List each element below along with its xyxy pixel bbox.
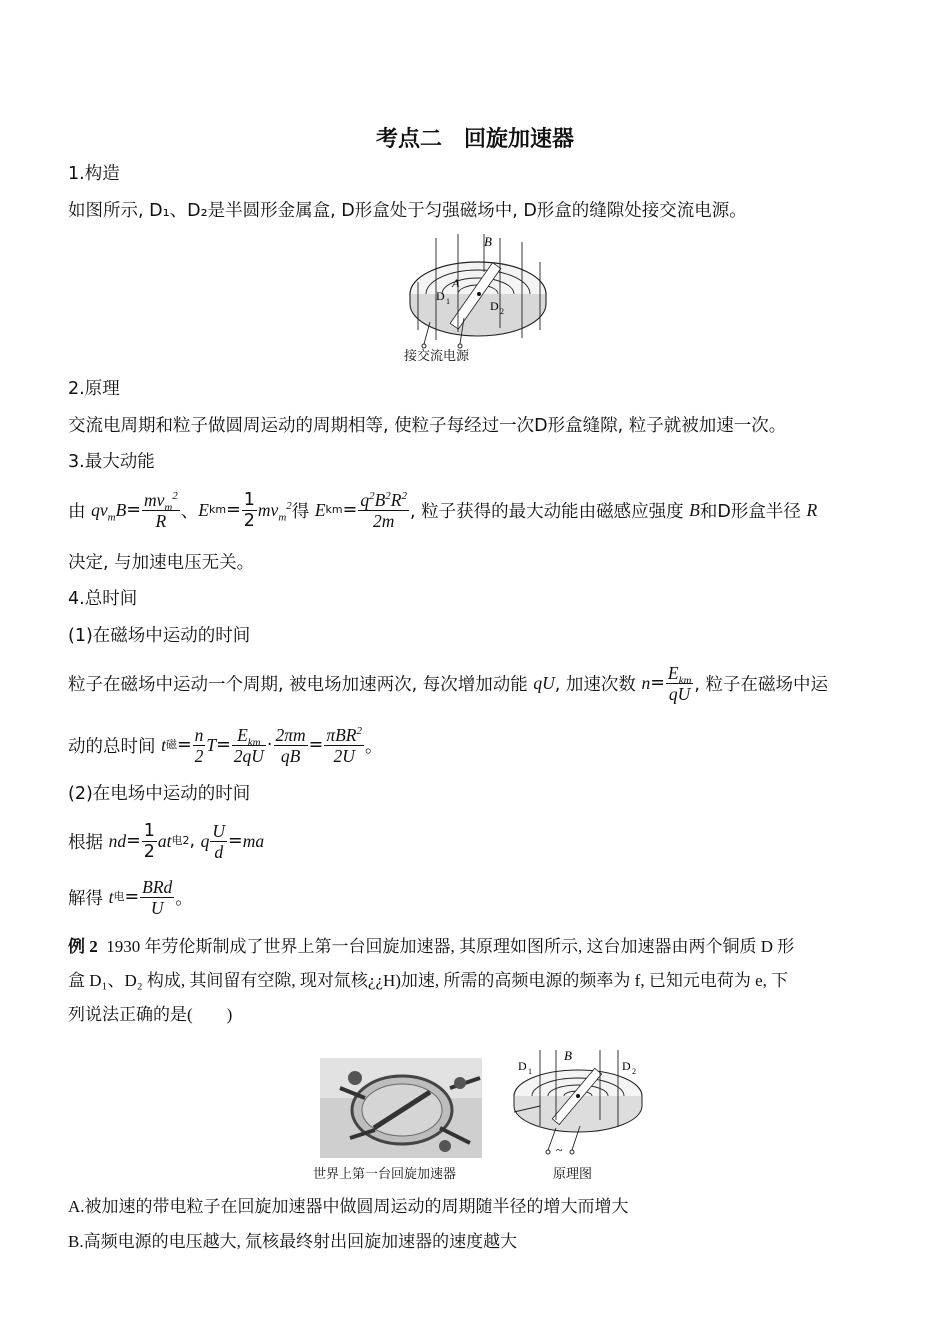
option-a: A.被加速的带电粒子在回旋加速器中做圆周运动的周期随半径的增大而增大 [68,1197,629,1216]
magnetic-time-formula: 动的总时间 t 磁 = $\frac{n}{2}$ T = $\frac{E_{km}}{2qU}$ · $\frac{2\pi m}{qB}$ = $\frac{\pi BR^2}{2U}$ 。 [68,724,383,766]
figure-1-caption: 接交流电源 [404,348,470,363]
section-4-sub2: (2)在电场中运动的时间 [68,784,251,804]
svg-text:1: 1 [528,1067,532,1076]
diagram-label-tilde: ~ [556,1143,563,1157]
diagram-caption: 原理图 [553,1166,593,1181]
section-1-heading: 1.构造 [68,164,120,184]
example-line-3: 列说法正确的是( ) [68,1005,233,1024]
photo-caption: 世界上第一台回旋加速器 [313,1166,457,1181]
section-3-text-2: 决定, 与加速电压无关。 [68,553,255,573]
figure-label-D2: D [490,299,499,313]
electric-time-result: 解得 t 电 = $\frac{\text{BRd}}{U}$ 。 [68,876,193,918]
svg-text:2: 2 [500,307,504,316]
option-b: B.高频电源的电压越大, 氚核最终射出回旋加速器的速度越大 [68,1232,518,1251]
max-kinetic-energy-formula: 由 $qv_mB$ = $\frac{mv_m^2}{R}$ 、 E km = $\frac{1}{2}$ $mv_m^2$ 得 E km = $\frac{q^2B^2R^2}{2m}$ , 粒子获得的最大动能由磁感应强度 B 和D形盒半径 R [68,489,818,531]
diagram-label-B: B [564,1048,572,1063]
figure-label-D1: D [436,289,445,303]
example-line-1: 例 2 1930 年劳伦斯制成了世界上第一台回旋加速器, 其原理如图所示, 这台加速器由两个铜质 D 形 [68,937,795,956]
cyclotron-photo [320,1058,482,1158]
section-3-heading: 3.最大动能 [68,452,155,472]
diagram-label-D1: D [518,1059,527,1073]
section-2-text: 交流电周期和粒子做圆周运动的周期相等, 使粒子每经过一次D形盒缝隙, 粒子就被加速一次。 [68,416,787,436]
diagram-label-D2: D [622,1059,631,1073]
figure-label-A: A [452,276,460,290]
example-line-2: 盒 D₁、D₂ 构成, 其间留有空隙, 现对氚核¿¿H)加速, 所需的高频电源的频率为 f, 已知元电荷为 e, 下 [68,971,789,990]
principle-diagram [500,1046,660,1164]
section-4-heading: 4.总时间 [68,589,138,609]
svg-text:1: 1 [446,297,450,306]
svg-text:2: 2 [632,1067,636,1076]
figure-label-B: B [484,234,492,249]
electric-time-equation: 根据 nd = $\frac{1}{2}$ at 电 2 , q $\frac{U}{d}$ = ma [68,820,265,862]
acceleration-count-formula: 粒子在磁场中运动一个周期, 被电场加速两次, 每次增加动能 qU , 加速次数 n = $\frac{E_{km}}{qU}$ , 粒子在磁场中运 [68,662,829,704]
section-4-sub1: (1)在磁场中运动的时间 [68,626,251,646]
section-2-heading: 2.原理 [68,379,120,399]
section-1-text: 如图所示, D₁、D₂是半圆形金属盒, D形盒处于匀强磁场中, D形盒的缝隙处接交流电源。 [68,201,747,221]
page-title: 考点二 回旋加速器 [375,127,574,152]
